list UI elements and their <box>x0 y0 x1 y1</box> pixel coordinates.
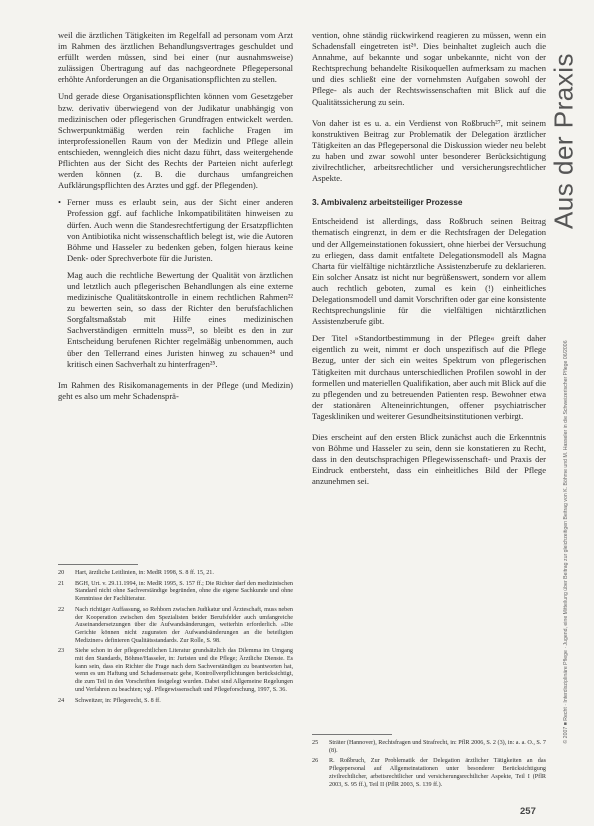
side-credit-line <box>560 262 572 822</box>
footnote-number: 25 <box>312 740 319 746</box>
right-text-column <box>312 30 546 487</box>
footnotes-left <box>58 570 293 708</box>
footnote-text: Schweitzer, in: Pflegerecht, S. 8 ff. <box>75 697 161 704</box>
page-number: 257 <box>520 806 536 817</box>
footnote-divider-left <box>58 564 138 565</box>
footnotes-right <box>312 740 546 792</box>
section-side-title <box>546 26 582 256</box>
right-paragraph-5: Dies erscheint auf den ersten Blick zunächst auch die Erkenntnis von Böhme und Hasseler zu sein, denn sie konstatieren zu Recht, dass in den deutschsprachigen Pflegewissenschaft- und Praxis der Eindruck entbersteht, dass ein einheitliches Bild der Pflege anzunehmen sei. <box>312 432 546 487</box>
footnote <box>312 758 546 789</box>
bullet-item-1 <box>58 197 293 264</box>
side-title-text: Aus der Praxis <box>548 52 579 230</box>
left-text-column <box>58 30 293 402</box>
footnote-number: 24 <box>58 697 65 704</box>
footnote-text: BGH, Urt. v. 29.11.1994, in: MedR 1995, S. 157 ff.; Die Richter darf den medizinischen Standard nicht ohne Sachverständige begründen, ohne die eigene Sachkunde und ohne Kenntnisse der Fachliteratur. <box>75 580 293 603</box>
bullet-item-1-text: Ferner muss es erlaubt sein, aus der Sicht einer anderen Profession ggf. auf fachliche Inkompatibilitäten hinweisen zu dürfen. Auch wenn die Standesrechtfertigung der Ersatzpflichten von Antibiotika nicht wissenschaftlich belegt ist, wie die Autoren Böhme und Hasseler zu bedenken geben, folgen hieraus keine Denk- oder Sprechverbote für die Juristen. <box>67 197 293 263</box>
footnote <box>312 740 546 755</box>
footnote-number: 22 <box>58 606 65 613</box>
bullet-item-2-text: Mag auch die rechtliche Bewertung der Qualität von ärztlichen und letztlich auch pflegerischen Behandlungen als eine externe medizinische Qualitätskontrolle in einem rechtlichen Rahmen²² zu bewerten sein, so dass der Richter den berufsfachlichen Sorgfaltsmaßstab mit Hilfe eines medizinischen Sachverständigen ermitteln muss²³, so bleibt es den in zur Entscheidung berufenen Richter regelmäßig unbenommen, auch über den Tellerrand eines Juristen hinweg zu schauen²⁴ und kritisch einen Sachverhalt zu hinterfragen²⁵. <box>67 269 293 369</box>
right-paragraph-1: vention, ohne ständig rückwirkend reagieren zu müssen, wenn ein Schadensfall eingetreten ist²⁶. Dies beinhaltet zugleich auch die Annahme, auf bekannte und sogar unbekannte, nicht von der Rechtsprechung behandelte Risikoquellen aufmerksam zu machen und dies schließt eine der vornehmsten Aufgaben sowohl der Pflege- als auch der Rechtswissenschaften mit Blick auf die Qualitätssicherung zu sein. <box>312 30 546 107</box>
footnote-number: 20 <box>58 570 65 576</box>
footnote <box>58 570 293 578</box>
right-paragraph-2: Von daher ist es u. a. ein Verdienst von Roßbruch²⁷, mit seinem konstruktiven Beitrag zur Problematik der Delegation ärztlicher Tätigkeiten an das Pflegepersonal die Diskussion wieder neu belebt zu haben und zwar sowohl unter besonderer Berücksichtigung zivilrechtlicher, arbeitsrechtlicher und versicherungsrechtlicher Aspekte. <box>312 117 546 184</box>
footnote-text: Sträter (Hannover), Rechtsfragen und Strafrecht, in: PflR 2006, S. 2 (3), in: a. a. O., S. 7 (8). <box>329 740 546 754</box>
footnote-number: 23 <box>58 648 65 655</box>
bullet-marker: • <box>58 197 61 208</box>
left-paragraph-3: Im Rahmen des Risikomanagements in der Pflege (und Medizin) geht es also um mehr Schadensprä- <box>58 379 293 401</box>
footnote-text: Hart, ärztliche Leitlinien, in: MedR 1998, S. 8 ff. 15, 21. <box>75 570 214 576</box>
footnote-number: 21 <box>58 580 65 587</box>
footnote-number: 26 <box>312 758 319 765</box>
footnote-divider-right <box>312 734 392 735</box>
footnote-text: R. Roßbruch, Zur Problematik der Delegation ärztlicher Tätigkeiten an das Pflegepersonal auf Allgemeinstationen unter besonderer Berücksichtigung zivilrechtlicher, arbeitsrechtlicher und versicherungsrechtlicher Aspekte, Teil I (PflR 2003, S. 95 ff.), Teil II (PflR 2003, S. 139 ff.). <box>329 758 546 788</box>
footnote <box>58 607 293 646</box>
footnote-text: Siehe schon in der pflegerechtlichen Literatur grundsätzlich das Dilemma im Umgang mit den Standards, Böhme/Hasseler, in: Juristen und die Pflege; Ärztliche Dienste. Es kann sein, dass ein Richter die Frage nach dem Sachverständigen zu beantworten hat, wenn es um Haftung und Schadensersatz gehe, Kontrollverpflichtungen berücksichtigt, die zum Teil in den Vorschriften festgelegt wurden. Dabei sind Allgemeine Regelungen und Verfahren zu beachten; vgl. Pflegewissenschaft und Pflegeforschung, 1997, S. 36. <box>75 648 293 693</box>
footnote <box>58 581 293 604</box>
bullet-item-2 <box>58 270 293 370</box>
side-credit-text: © 2007 ■ Recht · Interdisziplinäre Pflege · Jugend, eine Mitteilung über Beitrag zur gleichzeitigen Beitrag von K. Böhme und M. Hasseler in die Schweizerischer Pflege 06/2006 <box>563 340 569 744</box>
footnote-text: Nach richtiger Auffassung, so Rehborn zwischen Judikatur und Ärzteschaft, muss neben der Kooperation zwischen den Spezialisten beider Berufsfelder auch umfangreiche Auseinandersetzungen über die Aufwandsänderungen, weiterhin erforderlich. »Die Gerichte können nicht zugunsten der Aufwandsänderungen an die beteiligten Mediziner« definieren Qualitätsstandards. Zur Rolle, S. 98. <box>75 606 293 644</box>
left-paragraph-1: weil die ärztlichen Tätigkeiten im Regelfall ad personam vom Arzt im Rahmen des ärztlichen Behandlungsvertrages geschuldet und erfüllt werden müssen, sind bei einer (nur ausnahmsweise) zulässigen Übertragung auf das nachgeordnete Pflegepersonal erhöhte Anforderungen an die Organisationspflichten zu stellen. <box>58 30 293 85</box>
right-paragraph-4: Der Titel »Standortbestimmung in der Pflege« greift daher eigentlich zu weit, nimmt er doch unspezifisch auf die Pflege Bezug, unter der sich ein weites Spektrum von pflegerischen Tätigkeiten mit durchaus unterschiedlichen Profilen sowohl in der formellen und materiellen Qualifikation, aber auch mit Blick auf die zu pflegenden und zu betreuenden Patienten resp. Bewohner etwa der stationären Alteneinrichtungen, offener psychiatrischer Tageskliniken und weiterer Gesundheitsinstitutionen verbirgt. <box>312 333 546 421</box>
footnote <box>58 648 293 694</box>
section-heading: 3. Ambivalenz arbeitsteiliger Prozesse <box>312 197 463 208</box>
left-paragraph-2: Und gerade diese Organisationspflichten können vom Gesetzgeber bzw. derivativ überwiegend von der Judikatur unabhängig von medizinischen oder pflegerischen Grundfragen entwickelt werden. Schwerpunktmäßig werden rein fachliche Fragen im interprofessionellen Raum von der Medizin und Pflege allein entschieden, wenngleich dies nicht dazu führt, dass weitergehende Pflichten aus der Sicht des Rechts der Parteien nicht auferlegt werden können (z. B. die durchaus umfangreichen Aufklärungspflichten des Arztes und ggf. der Pflegenden). <box>58 91 293 191</box>
right-paragraph-3: Entscheidend ist allerdings, dass Roßbruch seinen Beitrag thematisch eingrenzt, in dem er die Rechtsfragen der Delegation und der Allgemeinstationen fokussiert, ohne hierbei der Versuchung zu erliegen, dass damit entfaltete Delegationsmodell als Magna Charta für vielfältige nichtärztliche Assistenzberufe zu deklarieren. Ein solcher Ansatz ist nicht nur begrüßenswert, sondern vor allem auch rechtlich geboten, zumal es kein (!) einheitliches Delegationsmodell und damit Vorschriften oder gar eine konsistente Rechtsprechungslinie für die vielfältigen nichtärztlichen Assistenzberufe gibt. <box>312 216 546 327</box>
footnote <box>58 698 293 706</box>
